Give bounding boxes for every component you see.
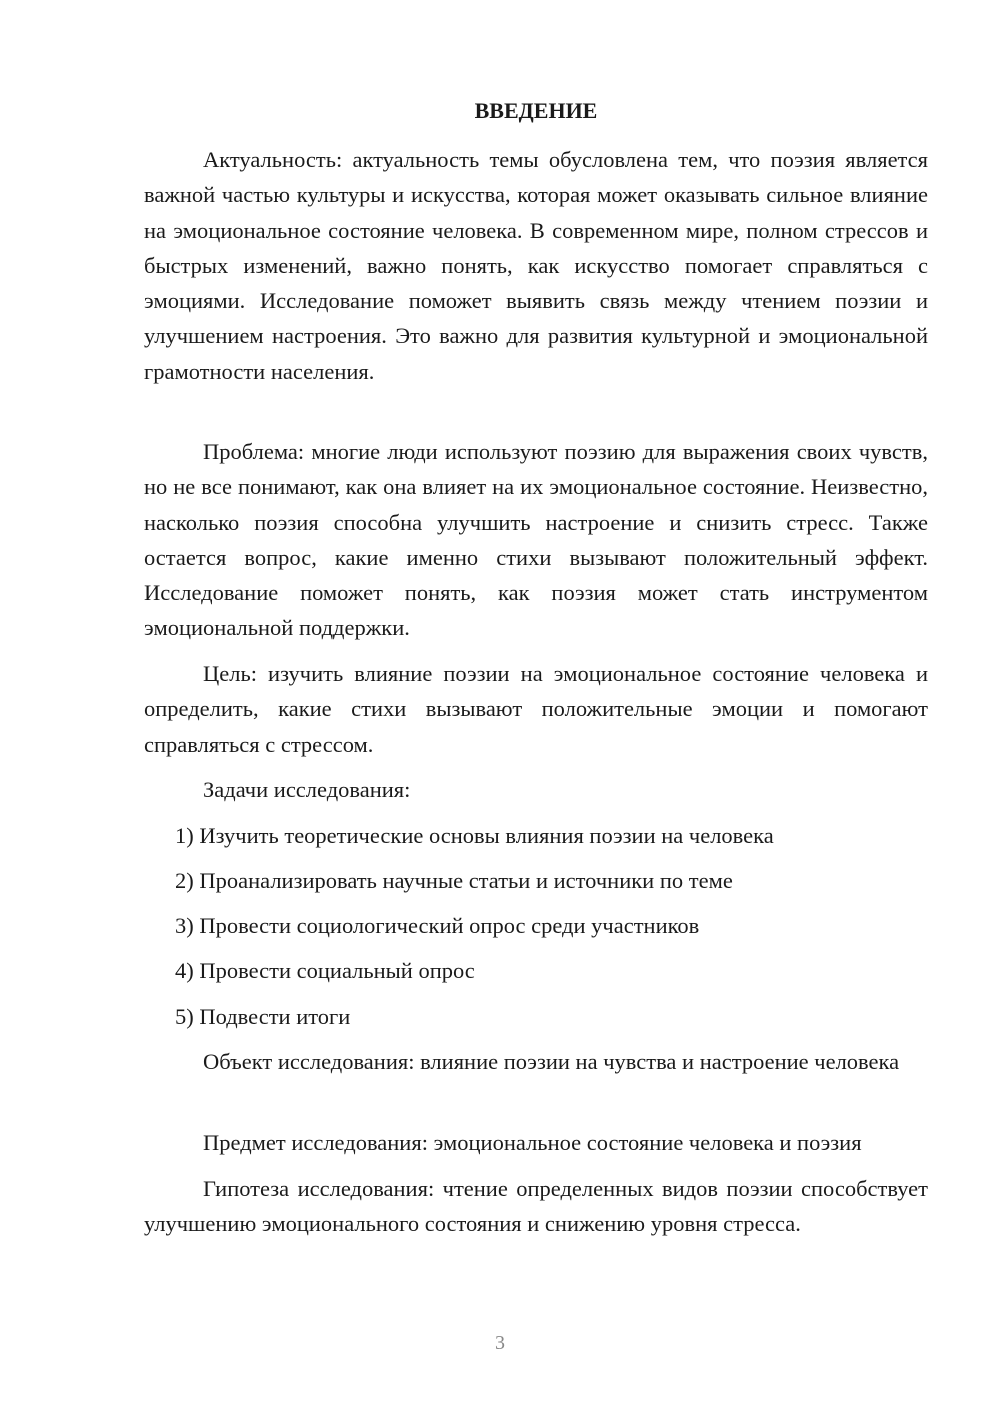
- page-number: 3: [495, 1332, 505, 1354]
- paragraph-hypothesis: Гипотеза исследования: чтение определенных видов поэзии способствует улучшению эмоционального состояния и снижению уровня стресса.: [144, 1176, 928, 1237]
- task-item-1: 1) Изучить теоретические основы влияния поэзии на человека: [175, 823, 774, 848]
- paragraph-goal: Цель: изучить влияние поэзии на эмоциональное состояние человека и определить, какие стихи вызывают положительные эмоции и помогают справляться с стрессом.: [144, 661, 928, 757]
- paragraph-tasks-heading: Задачи исследования:: [203, 777, 411, 802]
- paragraph-object: Объект исследования: влияние поэзии на чувства и настроение человека: [203, 1049, 900, 1074]
- task-item-3: 3) Провести социологический опрос среди участников: [175, 913, 700, 938]
- page-title: ВВЕДЕНИЕ: [474, 98, 598, 123]
- task-item-4: 4) Провести социальный опрос: [175, 958, 475, 983]
- paragraph-subject: Предмет исследования: эмоциональное состояние человека и поэзия: [203, 1130, 862, 1155]
- paragraph-relevance: Актуальность: актуальность темы обусловлена тем, что поэзия является важной частью культуры и искусства, которая может оказывать сильное влияние на эмоциональное состояние человека. В современном мире, полном стрессов и быстрых изменений, важно понять, как искусство помогает справляться с эмоциями. Исследование поможет выявить связь между чтением поэзии и улучшением настроения. Это важно для развития культурной и эмоциональной грамотности населения.: [144, 147, 928, 384]
- task-item-2: 2) Проанализировать научные статьи и источники по теме: [175, 868, 733, 893]
- paragraph-problem: Проблема: многие люди используют поэзию для выражения своих чувств, но не все понимают, как она влияет на их эмоциональное состояние. Неизвестно, насколько поэзия способна улучшить настроение и снизить стресс. Также остается вопрос, какие именно стихи вызывают положительный эффект. Исследование поможет понять, как поэзия может стать инструментом эмоциональной поддержки.: [144, 439, 928, 641]
- task-item-5: 5) Подвести итоги: [175, 1004, 351, 1029]
